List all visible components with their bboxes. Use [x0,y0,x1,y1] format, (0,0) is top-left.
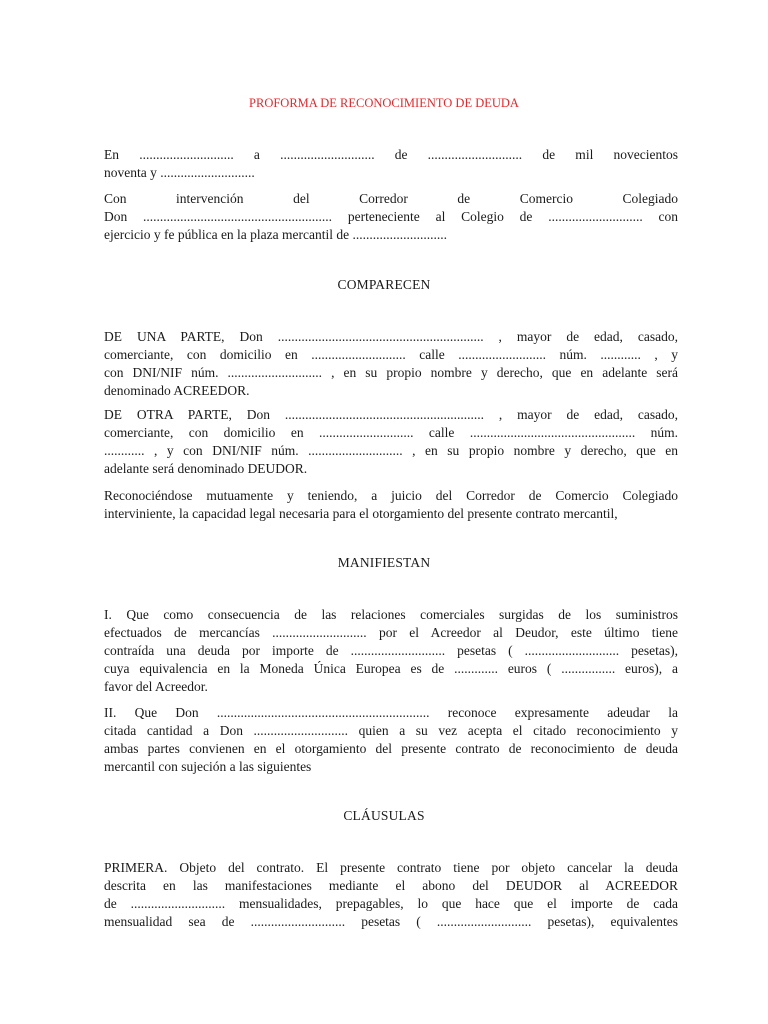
comparecen-p2-line-3: ............ , y con DNI/NIF núm. ............................ , en su propio nombre y derecho, que en [104,443,678,458]
intro-line-1: En ............................ a ............................ de ............................ de mil novecientos [104,147,678,162]
intro-line-3: Con intervención del Corredor de Comercio Colegiado [104,191,678,206]
comparecen-paragraph-2 [104,406,678,478]
clausulas-p1-line-4: mensualidad sea de ............................ pesetas ( ............................ pesetas), equivalentes [104,914,678,929]
manifiestan-p1-line-1: I. Que como consecuencia de las relaciones comerciales surgidas de los suministros [104,607,678,622]
comparecen-p2-line-1: DE OTRA PARTE, Don ........................................................... , mayor de edad, casado, [104,407,678,422]
manifiestan-p2-line-4: mercantil con sujeción a las siguientes [104,759,312,774]
comparecen-p1-line-3: con DNI/NIF núm. ............................ , en su propio nombre y derecho, que en adelante será [104,365,678,380]
comparecen-p2-line-2: comerciante, con domicilio en ............................ calle ................................................. núm. [104,425,678,440]
clausulas-p1-line-3: de ............................ mensualidades, prepagables, lo que hace que el importe de cada [104,896,678,911]
intro-paragraph [104,146,678,244]
intro-line-4: Don ........................................................ perteneciente al Colegio de ............................ con [104,209,678,224]
clausulas-p1-line-2: descrita en las manifestaciones mediante el abono del DEUDOR al ACREEDOR [104,878,678,893]
manifiestan-p1-line-5: favor del Acreedor. [104,679,208,694]
manifiestan-paragraph-2 [104,704,678,776]
manifiestan-p2-line-3: ambas partes convienen en el otorgamiento del presente contrato de reconocimiento de deuda [104,741,678,756]
intro-line-2: noventa y ............................ [104,165,255,180]
manifiestan-p1-line-4: cuya equivalencia en la Moneda Única Europea es de ............. euros ( ................ euros), a [104,661,678,676]
manifiestan-paragraph-1 [104,606,678,696]
clausulas-paragraph-1 [104,859,678,931]
clausulas-p1-line-1: PRIMERA. Objeto del contrato. El presente contrato tiene por objeto cancelar la deuda [104,860,678,875]
manifiestan-p2-line-2: citada cantidad a Don ............................ quien a su vez acepta el citado reconocimiento y [104,723,678,738]
document-title: PROFORMA DE RECONOCIMIENTO DE DEUDA [249,96,519,110]
intro-line-5: ejercicio y fe pública en la plaza mercantil de ............................ [104,227,447,242]
manifiestan-p1-line-3: contraída una deuda por importe de ............................ pesetas ( ............................ pesetas), [104,643,678,658]
manifiestan-p1-line-2: efectuados de mercancías ............................ por el Acreedor al Deudor, este último tiene [104,625,678,640]
comparecen-p1-line-1: DE UNA PARTE, Don ............................................................. , mayor de edad, casado, [104,329,678,344]
comparecen-p3-line-1: Reconociéndose mutuamente y teniendo, a juicio del Corredor de Comercio Colegiado [104,488,678,503]
heading-clausulas: CLÁUSULAS [343,808,425,823]
comparecen-paragraph-3 [104,487,678,523]
comparecen-p1-line-4: denominado ACREEDOR. [104,383,250,398]
comparecen-p3-line-2: interviniente, la capacidad legal necesaria para el otorgamiento del presente contrato mercantil, [104,506,618,521]
comparecen-p2-line-4: adelante será denominado DEUDOR. [104,461,308,476]
comparecen-p1-line-2: comerciante, con domicilio en ............................ calle .......................... núm. ............ , y [104,347,678,362]
heading-comparecen: COMPARECEN [337,277,431,292]
manifiestan-p2-line-1: II. Que Don ............................................................... reconoce expresamente adeudar la [104,705,678,720]
comparecen-paragraph-1 [104,328,678,400]
heading-manifiestan: MANIFIESTAN [337,555,431,570]
